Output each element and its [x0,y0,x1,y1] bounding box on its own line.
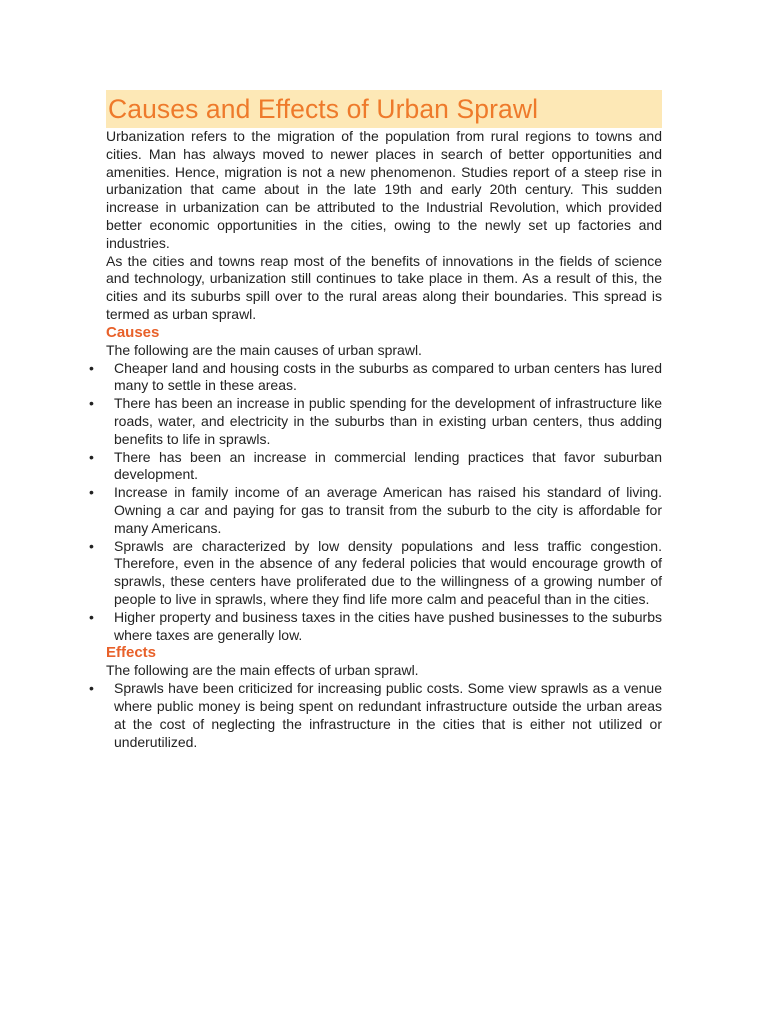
title-highlight [106,90,662,128]
bullet-icon: • [89,537,94,554]
list-item [82,680,662,751]
list-item-text: There has been an increase in commercial lending practices that favor suburban development. [114,448,662,483]
bullet-icon: • [89,680,94,697]
list-item-text: There has been an increase in public spending for the development of infrastructure like roads, water, and electricity in the suburbs than in existing urban centers, thus adding benefits to life in sprawls. [114,395,662,447]
list-item-text: Higher property and business taxes in the cities have pushed businesses to the suburbs where taxes are generally low. [114,608,662,643]
causes-list [82,360,662,645]
effects-list [82,680,662,751]
list-item [82,538,662,609]
list-item-text: Cheaper land and housing costs in the suburbs as compared to urban centers has lured many to settle in these areas. [114,359,662,394]
list-item [82,609,662,645]
list-item [82,360,662,396]
effects-intro: The following are the main effects of urban sprawl. [106,662,419,679]
list-item-text: Sprawls are characterized by low density populations and less traffic congestion. Therefore, even in the absence of any federal policies that would encourage growth of sprawls, these centers have proliferated due to the willingness of a growing number of people to live in sprawls, where they find life more calm and peaceful than in the cities. [114,537,662,607]
causes-heading: Causes [106,323,160,341]
list-item [82,395,662,448]
bullet-icon: • [89,359,94,376]
bullet-icon: • [89,484,94,501]
list-item [82,484,662,537]
list-item-text: Sprawls have been criticized for increasing public costs. Some view sprawls as a venue where public money is being spent on redundant infrastructure outside the urban areas at the cost of neglecting the infrastructure in the cities that is either not utilized or underutilized. [114,680,662,750]
effects-heading: Effects [106,644,157,662]
causes-intro: The following are the main causes of urban sprawl. [106,341,422,358]
intro-paragraph-2: As the cities and towns reap most of the benefits of innovations in the fields of science and technology, urbanization still continues to take place in them. As a result of this, the cities and its suburbs spill over to the rural areas along their boundaries. This spread is termed as urban sprawl. [106,252,662,322]
list-item [82,449,662,485]
intro-paragraph-1: Urbanization refers to the migration of the population from rural regions to towns and cities. Man has always moved to newer places in search of better opportunities and amenities. Hence, migration is not a new phenomenon. Studies report of a steep rise in urbanization that came about in the late 19th and early 20th century. This sudden increase in urbanization can be attributed to the Industrial Revolution, which provided better economic opportunities in the cities, owing to the newly set up factories and industries. [106,128,662,251]
document-title: Causes and Effects of Urban Sprawl [108,93,539,124]
document-page [89,90,662,751]
bullet-icon: • [89,448,94,465]
bullet-icon: • [89,395,94,412]
list-item-text: Increase in family income of an average American has raised his standard of living. Owning a car and paying for gas to transit from the suburb to the city is affordable for many Americans. [114,484,662,536]
bullet-icon: • [89,608,94,625]
